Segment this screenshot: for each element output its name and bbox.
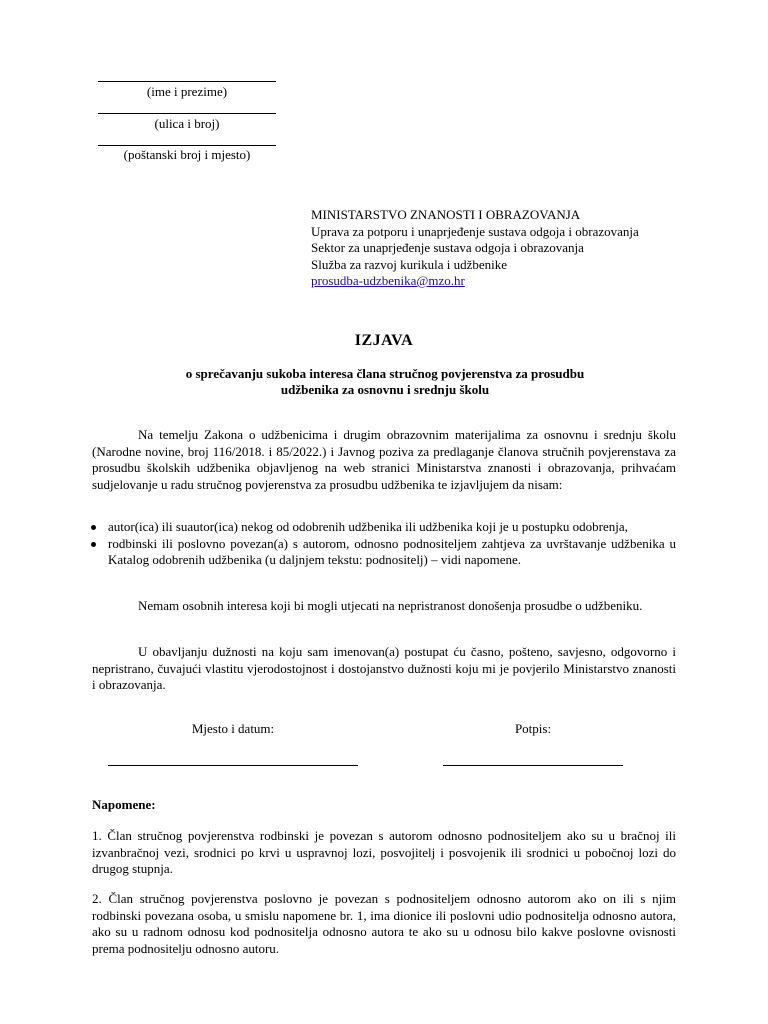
recipient-service: Služba za razvoj kurikula i udžbenike (311, 256, 508, 272)
place-date-label: Mjesto i datum: (191, 721, 275, 736)
note-2: 2. Član stručnog povjerenstva poslovno je povezan s podnositeljem odnosno autorom ako on ili s njim rodbinski povezana osoba, u smislu napomene br. 1, ima dionice ili poslovni udio podnositelja odnosno autora, ako su u radnom odnosu kod podnositelja odnosno autora te ako su u odnosu bilo kakve poslovne ovisnosti prema podnositelju odnosno autoru. (92, 891, 676, 956)
body-paragraph-1: Na temelju Zakona o udžbenicima i drugim obrazovnim materijalima za osnovnu i srednju školu (Narodne novine, broj 116/2018. i 85/2022.) i Javnog poziva za predlaganje članova stručnih povjerenstava za prosudbu školskih udžbenika objavljenog na web stranici Ministarstva znanosti i obrazovanja, prihvaćam sudjelovanje u radu stručnog povjerenstva za prosudbu udžbenika te izjavljujem da nisam: (92, 427, 676, 492)
signature-label: Potpis: (514, 721, 552, 736)
recipient-email-link[interactable]: prosudba-udzbenika@mzo.hr (311, 273, 465, 288)
place-date-line[interactable] (108, 765, 358, 766)
sender-name-line[interactable] (98, 81, 276, 82)
bullet-list (88, 519, 676, 569)
subtitle-line-2: udžbenika za osnovnu i srednju školu (280, 382, 490, 397)
sender-city-line[interactable] (98, 145, 276, 146)
recipient-address (311, 207, 711, 290)
list-item (88, 536, 676, 569)
subtitle-line-1: o sprečavanju sukoba interesa člana stručnog povjerenstva za prosudbu (185, 366, 585, 381)
recipient-sector: Sektor za unaprjeđenje sustava odgoja i obrazovanja (311, 240, 584, 255)
sender-city-label: (poštanski broj i mjesto) (123, 147, 251, 162)
document-subtitle (90, 366, 680, 398)
bullet-icon (91, 525, 96, 530)
note-1: 1. Član stručnog povjerenstva rodbinski je povezan s autorom odnosno podnositeljem ako su u bračnoj ili izvanbračnoj vezi, srodnici po krvi u uspravnoj lozi, posvojitelj i posvojenik ili srodnici u pobočnoj lozi do drugog stupnja. (92, 828, 676, 876)
sender-street-label: (ulica i broj) (154, 116, 220, 131)
notes-heading: Napomene: (92, 797, 156, 812)
sender-name-label: (ime i prezime) (146, 84, 228, 99)
recipient-directorate: Uprava za potporu i unaprjeđenje sustava odgoja i obrazovanja (311, 223, 639, 239)
recipient-ministry: MINISTARSTVO ZNANOSTI I OBRAZOVANJA (311, 207, 581, 222)
bullet-icon (91, 542, 96, 547)
bullet-text-2: rodbinski ili poslovno povezan(a) s autorom, odnosno podnositeljem zahtjeva za uvrštavanje udžbenika u Katalog odobrenih udžbenika (u daljnjem tekstu: podnositelj) – vidi napomene. (108, 535, 676, 567)
list-item (88, 519, 676, 536)
body-paragraph-3: U obavljanju dužnosti na koju sam imenovan(a) postupat ću časno, pošteno, savjesno, odgovorno i nepristrano, čuvajući vlastitu vjerodostojnost i dostojanstvo dužnosti koju mi je povjerilo Ministarstvo znanosti i obrazovanja. (92, 644, 676, 692)
body-paragraph-2: Nemam osobnih interesa koji bi mogli utjecati na nepristranost donošenja prosudbe o udžbeniku. (138, 598, 643, 613)
sender-street-line[interactable] (98, 113, 276, 114)
signature-line[interactable] (443, 765, 623, 766)
bullet-text-1: autor(ica) ili suautor(ica) nekog od odobrenih udžbenika ili udžbenika koji je u postupku odobrenja, (108, 519, 628, 534)
document-title: IZJAVA (354, 332, 414, 349)
